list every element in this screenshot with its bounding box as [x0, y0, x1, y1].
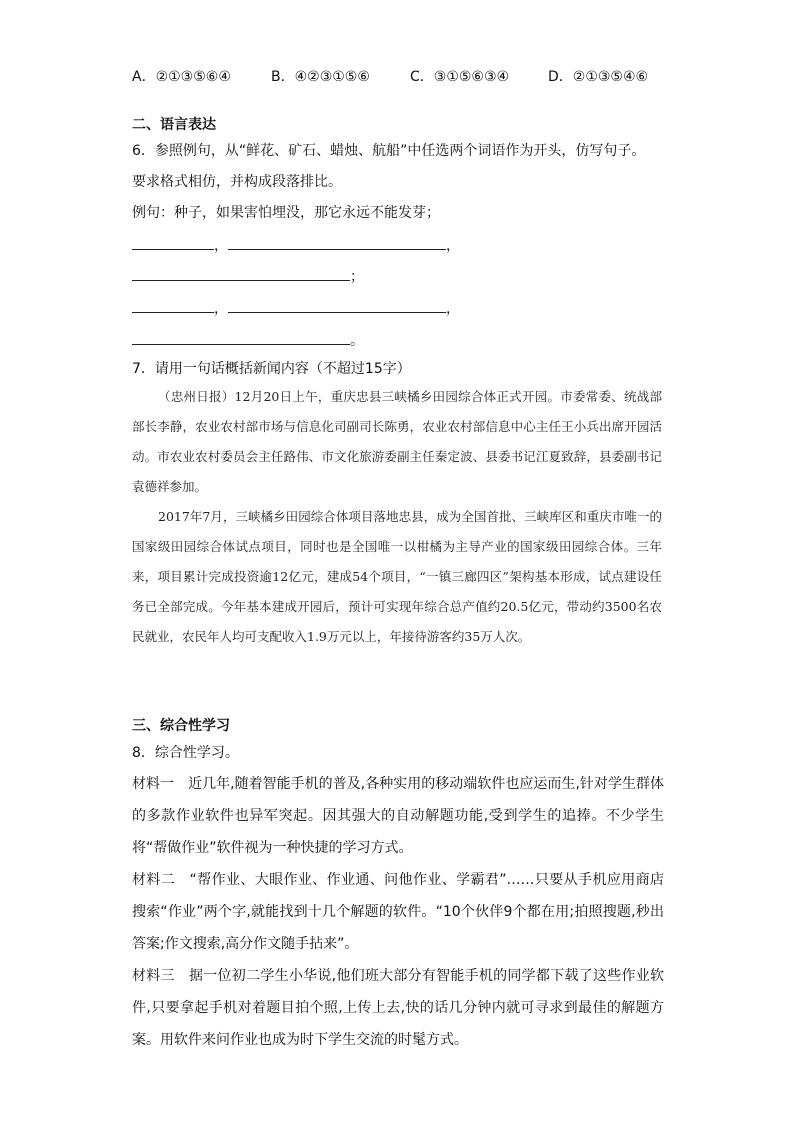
- answer-line-1[interactable]: [132, 235, 460, 256]
- period: 。: [350, 333, 364, 349]
- question-6-example: 例句：种子，如果害怕埋没，那它永远不能发芽；: [132, 205, 440, 221]
- comma: ，: [214, 301, 228, 317]
- answer-blank[interactable]: [228, 235, 446, 250]
- answer-blank[interactable]: [228, 298, 446, 313]
- option-c[interactable]: C．③①⑤⑥③④: [410, 69, 510, 85]
- comma: ，: [446, 301, 460, 317]
- comma: ，: [214, 238, 228, 254]
- option-a[interactable]: A．②①③⑤⑥④: [132, 69, 231, 85]
- option-b[interactable]: B．④②③①⑤⑥: [271, 69, 370, 85]
- material-2: 材料二 “帮作业、大眼作业、作业通、问他作业、学霸君”……只要从手机应用商店搜索“作业”两个字,就能找到十几个解题的软件。“10个伙伴9个都在用;拍照搜题,秒出答案;作文搜索,高分作文随手拈来”。: [132, 872, 664, 952]
- answer-line-4[interactable]: [132, 330, 364, 351]
- answer-blank[interactable]: [132, 266, 350, 281]
- section-heading-comprehensive: 三、综合性学习: [132, 718, 230, 734]
- question-6-line2: 要求格式相仿，并构成段落排比。: [132, 174, 342, 190]
- answer-line-2[interactable]: [132, 266, 364, 287]
- question-6-line1: 6．参照例句，从“鲜花、矿石、蜡烛、航船”中任选两个词语作为开头，仿写句子。: [132, 143, 646, 159]
- material-1: 材料一 近几年,随着智能手机的普及,各种实用的移动端软件也应运而生,针对学生群体的多款作业软件也异军突起。因其强大的自动解题功能,受到学生的追捧。不少学生将“帮做作业”软件视为一种快捷的学习方式。: [132, 776, 664, 856]
- materials: [132, 768, 664, 1056]
- answer-blank[interactable]: [132, 330, 350, 345]
- material-3: 材料三 据一位初二学生小华说,他们班大部分有智能手机的同学都下载了这些作业软件,只要拿起手机对着题目拍个照,上传上去,快的话几分钟内就可寻求到最佳的解题方案。用软件来问作业也成为时下学生交流的时髦方式。: [132, 968, 664, 1048]
- question-8: 8．综合性学习。: [132, 745, 239, 761]
- comma: ，: [446, 238, 460, 254]
- semicolon: ；: [350, 269, 364, 285]
- option-d[interactable]: D．②①③⑤④⑥: [548, 69, 649, 85]
- news-paragraph-1: （忠州日报）12月20日上午，重庆忠县三峡橘乡田园综合体正式开园。市委常委、统战部部长李静，农业农村部市场与信息化司副司长陈勇，农业农村部信息中心主任王小兵出席开园活动。市农业农村委员会主任路伟、市文化旅游委副主任秦定波、县委书记江夏致辞，县委副书记袁德祥参加。: [132, 389, 662, 494]
- news-article: [132, 382, 662, 652]
- answer-line-3[interactable]: [132, 298, 460, 319]
- answer-blank[interactable]: [132, 235, 214, 250]
- news-paragraph-2: 2017年7月，三峡橘乡田园综合体项目落地忠县，成为全国首批、三峡库区和重庆市唯一的国家级田园综合体试点项目，同时也是全国唯一以柑橘为主导产业的国家级田园综合体。三年来，项目累计完成投资逾12亿元，建成54个项目，“一镇三廊四区”架构基本形成，试点建设任务已全部完成。今年基本建成开园后，预计可实现年综合总产值约20.5亿元，带动约3500名农民就业，农民年人均可支配收入1.9万元以上，年接待游客约35万人次。: [132, 509, 662, 644]
- section-heading-language: 二、语言表达: [132, 117, 216, 133]
- answer-blank[interactable]: [132, 298, 214, 313]
- question-7-prompt: 7．请用一句话概括新闻内容（不超过15字）: [132, 361, 411, 377]
